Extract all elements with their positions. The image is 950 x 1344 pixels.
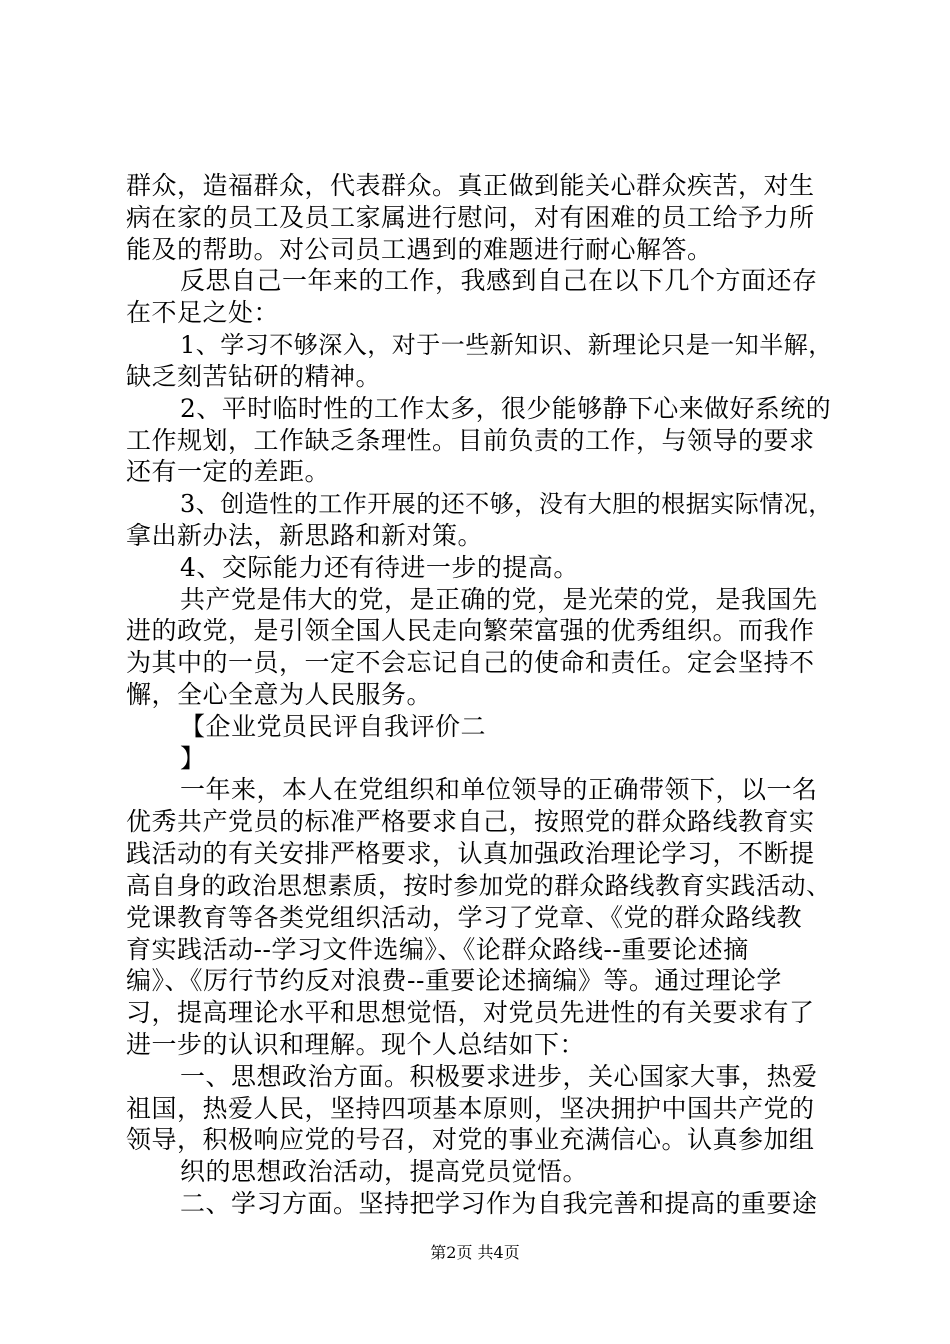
text-line: 一年来，本人在党组织和单位领导的正确带领下，以一名	[180, 775, 818, 804]
text-line: 织的思想政治活动，提高党员觉悟。	[180, 1157, 589, 1186]
text-line: 习，提高理论水平和思想觉悟，对党员先进性的有关要求有了	[126, 998, 815, 1027]
text-line: 4、交际能力还有待进一步的提高。	[180, 553, 579, 582]
text-line: 懈，全心全意为人民服务。	[126, 680, 433, 709]
text-line: 在不足之处：	[126, 298, 280, 327]
text-line: 拿出新办法，新思路和新对策。	[126, 521, 484, 550]
text-line: 高自身的政治思想素质，按时参加党的群众路线教育实践活动、	[126, 871, 832, 900]
page-number-footer: 第2页 共4页	[430, 1243, 520, 1262]
section-heading: 【企业党员民评自我评价二	[180, 712, 487, 741]
text-line: 还有一定的差距。	[126, 457, 331, 486]
text-line: 二、学习方面。坚持把学习作为自我完善和提高的重要途	[180, 1189, 818, 1218]
text-line: 群众，造福群众，代表群众。真正做到能关心群众疾苦，对生	[126, 171, 815, 200]
section-heading-end: 】	[180, 744, 206, 773]
text-line: 领导，积极响应党的号召，对党的事业充满信心。认真参加组	[126, 1125, 815, 1154]
text-line: 为其中的一员，一定不会忘记自己的使命和责任。定会坚持不	[126, 648, 815, 677]
text-line: 育实践活动--学习文件选编》、《论群众路线--重要论述摘	[126, 935, 749, 964]
text-line: 共产党是伟大的党，是正确的党，是光荣的党，是我国先	[180, 585, 818, 614]
text-line: 1、学习不够深入，对于一些新知识、新理论只是一知半解，	[180, 331, 833, 359]
text-line: 缺乏刻苦钻研的精神。	[126, 362, 382, 391]
text-line: 一、思想政治方面。积极要求进步，关心国家大事，热爱	[180, 1062, 818, 1091]
text-line: 2、平时临时性的工作太多，很少能够静下心来做好系统的	[180, 394, 832, 423]
text-line: 工作规划，工作缺乏条理性。目前负责的工作，与领导的要求	[126, 426, 815, 455]
text-line: 3、创造性的工作开展的还不够，没有大胆的根据实际情况，	[180, 490, 833, 518]
text-line: 进一步的认识和理解。现个人总结如下：	[126, 1030, 586, 1059]
text-line: 践活动的有关安排严格要求，认真加强政治理论学习，不断提	[126, 839, 815, 868]
text-line: 病在家的员工及员工家属进行慰问，对有困难的员工给予力所	[126, 203, 815, 232]
text-line: 优秀共产党员的标准严格要求自己，按照党的群众路线教育实	[126, 807, 815, 836]
text-line: 能及的帮助。对公司员工遇到的难题进行耐心解答。	[126, 235, 713, 264]
text-line: 祖国，热爱人民，坚持四项基本原则，坚决拥护中国共产党的	[126, 1094, 815, 1123]
text-line: 党课教育等各类党组织活动，学习了党章、《党的群众路线教	[126, 903, 803, 932]
text-line: 编》、《厉行节约反对浪费--重要论述摘编》等。通过理论学	[126, 966, 782, 995]
text-line: 反思自己一年来的工作，我感到自己在以下几个方面还存	[180, 266, 818, 295]
text-line: 进的政党，是引领全国人民走向繁荣富强的优秀组织。而我作	[126, 616, 815, 645]
